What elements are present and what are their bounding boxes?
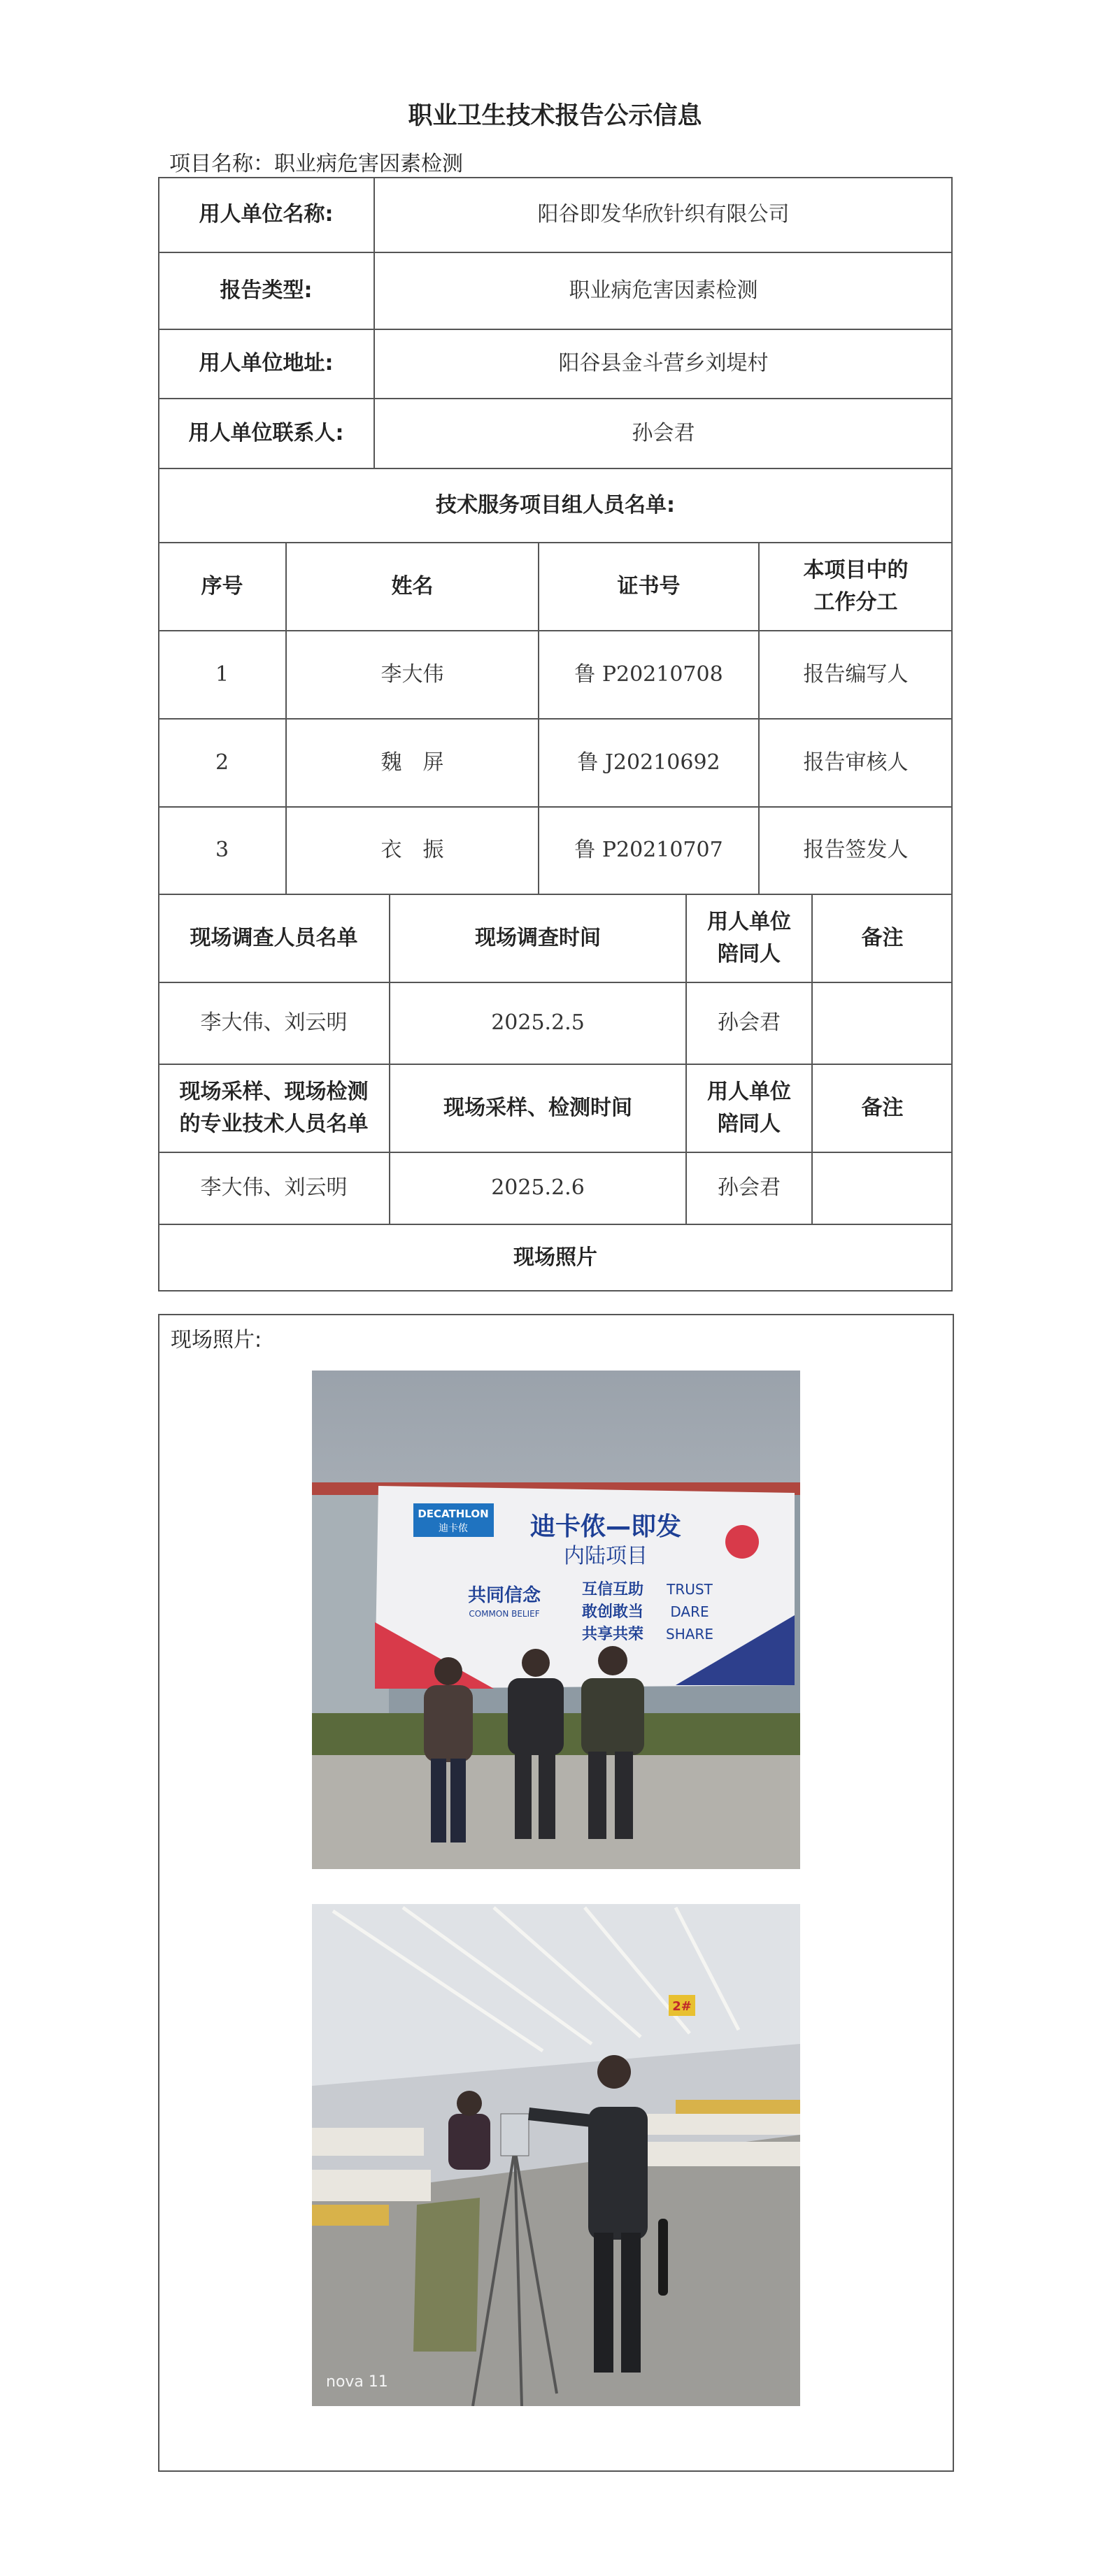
table-row-cell: 报告审核人: [803, 750, 909, 775]
value-employer-contact: 孙会君: [632, 420, 695, 445]
sign-motto-3: 共享共荣: [581, 1626, 644, 1643]
sign-belief-en: COMMON BELIEF: [469, 1609, 540, 1619]
sign-subtitle: 内陆项目: [564, 1544, 648, 1568]
label-report-type: 报告类型:: [220, 278, 313, 303]
sign-motto-3-en: SHARE: [666, 1626, 713, 1643]
team-header-role: 本项目中的 工作分工: [803, 557, 909, 615]
value-employer-address: 阳谷县金斗营乡刘堤村: [558, 351, 769, 376]
sampling-header-companion: 用人单位 陪同人: [707, 1079, 791, 1136]
sampling-remark: [812, 1152, 953, 1224]
survey-companion: 孙会君: [718, 1010, 781, 1036]
project-name: 项目名称：职业病危害因素检测: [169, 152, 463, 176]
sampling-header-time: 现场采样、检测时间: [443, 1095, 632, 1120]
sign-motto-2-en: DARE: [670, 1603, 709, 1620]
team-header-no: 序号: [201, 573, 243, 599]
sign-title: 迪卡侬—即发: [529, 1512, 682, 1541]
label-employer-contact: 用人单位联系人:: [188, 420, 344, 445]
site-photo-entrance: [312, 1371, 800, 1869]
label-employer-name: 用人单位名称:: [199, 201, 334, 227]
table-row-cell: 报告签发人: [803, 838, 909, 863]
table-row-cell: 衣 振: [380, 838, 444, 863]
photos-row-label: 现场照片: [513, 1245, 597, 1270]
site-photo-entrance-image: [312, 1371, 800, 1869]
value-employer-name: 阳谷即发华欣针织有限公司: [537, 201, 790, 227]
sign-brand: DECATHLON: [418, 1508, 489, 1520]
site-photo-workshop-image: [312, 1904, 800, 2406]
team-header-name: 姓名: [391, 573, 434, 599]
table-row-cell: 3: [215, 838, 229, 863]
camera-watermark: nova 11: [326, 2373, 388, 2391]
table-row-cell: 鲁 P20210707: [574, 838, 723, 863]
sampling-header-remark: 备注: [861, 1095, 904, 1120]
table-row-cell: 李大伟: [380, 661, 444, 687]
survey-staff: 李大伟、刘云明: [200, 1010, 348, 1036]
info-table: [158, 177, 953, 1291]
value-report-type: 职业病危害因素检测: [569, 278, 758, 303]
table-row-cell: 2: [215, 750, 229, 775]
sign-motto-1: 互信互助: [581, 1581, 644, 1598]
sign-belief: 共同信念: [467, 1585, 541, 1606]
sampling-header-staff: 现场采样、现场检测 的专业技术人员名单: [179, 1079, 369, 1136]
table-row-cell: 鲁 J20210692: [577, 750, 720, 775]
team-heading: 技术服务项目组人员名单:: [436, 492, 675, 517]
table-row-cell: 魏 屏: [380, 750, 444, 775]
table-row-cell: 1: [215, 661, 229, 687]
sign-motto-2: 敢创敢当: [581, 1603, 644, 1621]
table-row-cell: 鲁 P20210708: [574, 661, 723, 687]
team-header-cert: 证书号: [617, 573, 681, 599]
label-employer-address: 用人单位地址:: [199, 351, 334, 376]
survey-header-companion: 用人单位 陪同人: [707, 909, 791, 966]
page-title: 职业卫生技术报告公示信息: [408, 102, 702, 130]
survey-header-staff: 现场调查人员名单: [190, 925, 358, 950]
survey-time: 2025.2.5: [491, 1010, 585, 1036]
sign-brand-cn: 迪卡侬: [439, 1523, 468, 1534]
table-row-cell: 报告编写人: [803, 661, 909, 687]
sampling-staff: 李大伟、刘云明: [200, 1175, 348, 1201]
photos-section: [158, 1314, 954, 2472]
zone-sign: 2#: [672, 1999, 692, 2014]
survey-remark: [812, 982, 953, 1064]
survey-header-time: 现场调查时间: [475, 925, 601, 950]
survey-header-remark: 备注: [861, 925, 904, 950]
sampling-time: 2025.2.6: [491, 1175, 585, 1201]
sampling-companion: 孙会君: [718, 1175, 781, 1201]
site-photo-workshop: [312, 1904, 800, 2406]
sign-motto-1-en: TRUST: [667, 1581, 713, 1598]
photos-label: 现场照片:: [171, 1328, 262, 1352]
